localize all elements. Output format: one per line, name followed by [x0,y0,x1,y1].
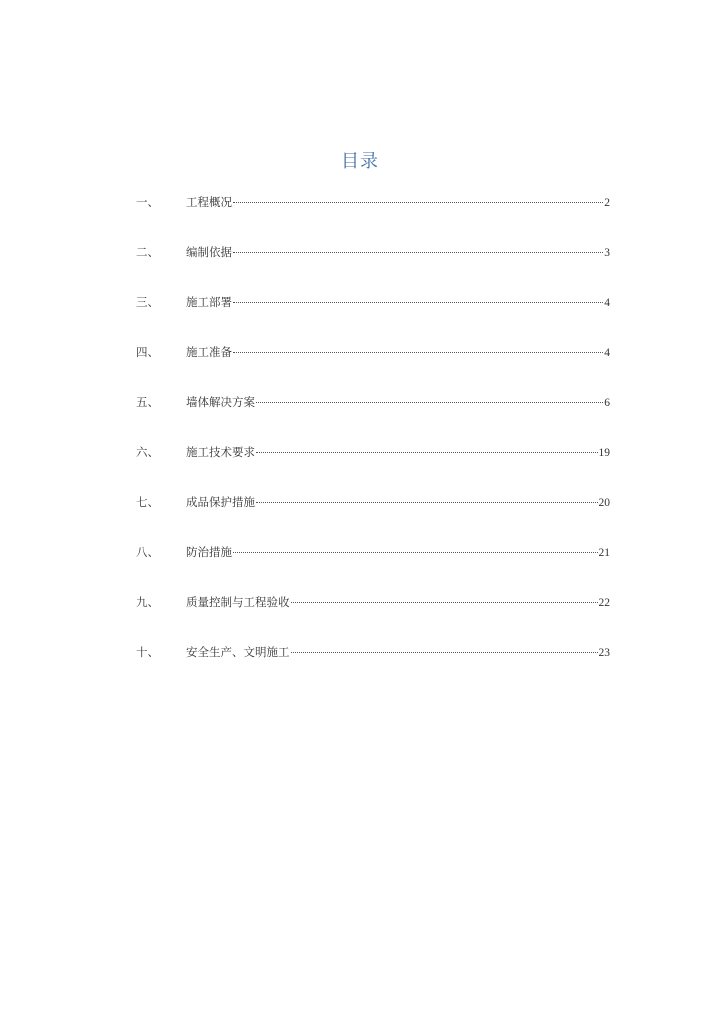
toc-entry-text: 成品保护措施 [186,495,255,509]
toc-dot-leader [233,302,603,303]
toc-entry-text: 防治措施 [186,545,232,559]
toc-dot-leader [233,202,603,203]
toc-entry-text: 工程概况 [186,195,232,209]
toc-entry-number: 六、 [136,445,159,459]
toc-entry-page: 19 [598,447,610,459]
toc-dot-leader [256,452,598,453]
toc-entry-page: 23 [598,647,610,659]
toc-entry-page: 20 [598,497,610,509]
toc-entry-number: 九、 [136,595,159,609]
toc-entry-number: 三、 [136,295,159,309]
toc-entry-number: 一、 [136,195,159,209]
toc-dot-leader [291,602,598,603]
toc-entry-3[interactable] [136,292,610,342]
toc-entry-8[interactable] [136,542,610,592]
toc-entry-text: 质量控制与工程验收 [186,595,290,609]
toc-entry-page: 4 [604,347,610,359]
toc-entry-2[interactable] [136,242,610,292]
toc-dot-leader [233,352,603,353]
toc-entry-page: 21 [598,547,610,559]
toc-entry-number: 五、 [136,395,159,409]
toc-entry-page: 4 [604,297,610,309]
toc-entry-number: 二、 [136,245,159,259]
toc-entry-text: 施工准备 [186,345,232,359]
toc-entry-number: 十、 [136,645,159,659]
toc-entry-9[interactable] [136,592,610,642]
toc-entry-page: 3 [604,247,610,259]
toc-dot-leader [291,652,598,653]
toc-entry-text: 编制依据 [186,245,232,259]
toc-entry-page: 6 [604,397,610,409]
toc-entry-10[interactable] [136,642,610,692]
toc-entry-page: 2 [604,197,610,209]
toc-entry-text: 墙体解决方案 [186,395,255,409]
toc-dot-leader [256,502,598,503]
toc-entry-text: 施工技术要求 [186,445,255,459]
toc-entry-text: 施工部署 [186,295,232,309]
toc-entry-text: 安全生产、文明施工 [186,645,290,659]
toc-entry-page: 22 [598,597,610,609]
toc-entry-5[interactable] [136,392,610,442]
toc-title: 目录 [341,151,379,172]
toc-entry-number: 八、 [136,545,159,559]
toc-entry-number: 四、 [136,345,159,359]
toc-entry-1[interactable] [136,192,610,242]
toc-entry-number: 七、 [136,495,159,509]
toc-dot-leader [256,402,603,403]
toc-entry-7[interactable] [136,492,610,542]
toc-entry-4[interactable] [136,342,610,392]
toc-entry-6[interactable] [136,442,610,492]
toc-list [136,192,610,692]
toc-dot-leader [233,252,603,253]
toc-dot-leader [233,552,598,553]
